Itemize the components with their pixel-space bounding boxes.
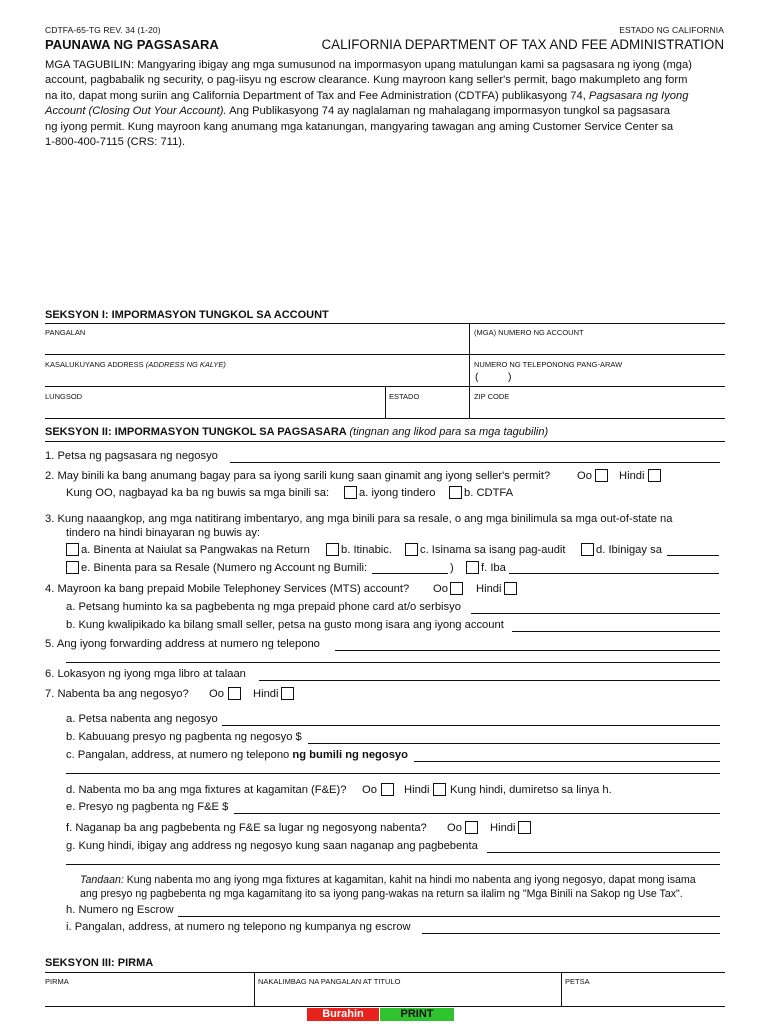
form-title: PAUNAWA NG PAGSASARA [45, 37, 219, 52]
instructions-line: na ito, dapat mong suriin ang California Department of Tax and Fee Administration (CDTFA) publikasyong 74, Pagsasara ng Iyong [45, 89, 689, 102]
q7-label: 7. Nabenta ba ang negosyo? [45, 688, 189, 700]
q6-label: 6. Lokasyon ng iyong mga libro at talaan [45, 668, 246, 680]
instructions [45, 58, 735, 150]
city-input[interactable] [45, 402, 381, 417]
q7d-no-label: Hindi [404, 784, 430, 796]
q2-no-checkbox[interactable] [648, 469, 661, 482]
buyer-info-input-line2[interactable] [66, 773, 720, 774]
q7d-yes-label: Oo [362, 784, 377, 796]
section2-title: SEKSYON II: IMPORMASYON TUNGKOL SA PAGSASARA (tingnan ang likod para sa mga tagubilin) [45, 426, 549, 438]
q3e-buyer-account-input[interactable] [372, 573, 448, 574]
q7d-skip-note: Kung hindi, dumiretso sa linya h. [450, 784, 612, 796]
printed-name-input[interactable] [258, 987, 558, 1005]
instructions-line: MGA TAGUBILIN: Mangyaring ibigay ang mga sumusunod na impormasyon upang matulungan kami sa pagsasara ng iyong (mga) [45, 59, 692, 71]
q7-no-checkbox[interactable] [281, 687, 294, 700]
fe-sale-address-input-line2[interactable] [66, 864, 720, 865]
q3-label-line2: tindero na hindi binayaran ng buwis ay: [66, 527, 261, 539]
q3d-label: d. Ibinigay sa [596, 544, 662, 556]
city-label: LUNGSOD [45, 392, 83, 401]
q3d-input[interactable] [667, 555, 719, 556]
name-input[interactable] [45, 338, 465, 353]
instructions-line: ng iyong permit. Kung mayroon kang anumang mga katanungan, mangyaring tawagan ang aming Customer Service Center sa [45, 120, 674, 133]
q1-label: 1. Petsa ng pagsasara ng negosyo [45, 450, 218, 462]
escrow-number-input[interactable] [178, 916, 720, 917]
phone-paren-open: ( [475, 371, 479, 383]
q4-yes-label: Oo [433, 583, 448, 595]
zip-input[interactable] [474, 402, 724, 417]
print-button[interactable]: PRINT [380, 1008, 454, 1021]
q2-yes-label: Oo [577, 470, 592, 482]
q2-label: 2. May binili ka bang anumang bagay para sa iyong sarili kung saan ginamit ang iyong seller's permit? [45, 470, 551, 482]
q3e-label: e. Binenta para sa Resale (Numero ng Account ng Bumili: [81, 562, 368, 574]
q7-yes-checkbox[interactable] [228, 687, 241, 700]
closing-date-input[interactable] [230, 462, 720, 463]
state-label: ESTADO NG CALIFORNIA [619, 25, 724, 35]
q4b-label: b. Kung kwalipikado ka bilang small seller, petsa na gusto mong isara ang iyong account [66, 619, 504, 631]
q7h-label: h. Numero ng Escrow [66, 904, 174, 916]
q7f-yes-label: Oo [447, 822, 462, 834]
instructions-line: account, pagbabalik ng security, o pag-iisyu ng escrow clearance. Kung mayroon kang seller's permit, bago makumpleto ang form [45, 74, 688, 87]
q4-no-label: Hindi [476, 583, 502, 595]
q3f-checkbox[interactable] [466, 561, 479, 574]
section1-title: SEKSYON I: IMPORMASYON TUNGKOL SA ACCOUNT [45, 309, 329, 321]
q3-label: 3. Kung naaangkop, ang mga natitirang imbentaryo, ang mga binili para sa resale, o ang mga binilimula sa mga out-of-state na [45, 513, 673, 525]
q3d-checkbox[interactable] [581, 543, 594, 556]
signature-label: PIRMA [45, 977, 69, 986]
q7i-label: i. Pangalan, address, at numero ng telepono ng kumpanya ng escrow [66, 921, 411, 933]
q4a-label: a. Petsang huminto ka sa pagbebenta ng mga prepaid phone card at/o serbisyo [66, 601, 461, 613]
clear-button[interactable]: Burahin [307, 1008, 379, 1021]
q7-yes-label: Oo [209, 688, 224, 700]
q3c-checkbox[interactable] [405, 543, 418, 556]
q2-no-label: Hindi [619, 470, 645, 482]
date-label: PETSA [565, 977, 590, 986]
q4-no-checkbox[interactable] [504, 582, 517, 595]
q7f-no-label: Hindi [490, 822, 516, 834]
q3e-checkbox[interactable] [66, 561, 79, 574]
q7f-yes-checkbox[interactable] [465, 821, 478, 834]
q7f-no-checkbox[interactable] [518, 821, 531, 834]
records-location-input[interactable] [259, 680, 720, 681]
phone-label: NUMERO NG TELEPONONG PANG-ARAW [474, 360, 623, 369]
printed-name-label: NAKALIMBAG NA PANGALAN AT TITULO [258, 977, 401, 986]
q2-seller-checkbox[interactable] [344, 486, 357, 499]
date-input[interactable] [565, 987, 723, 1005]
forwarding-address-input-line2[interactable] [66, 662, 720, 663]
zip-label: ZIP CODE [474, 392, 510, 401]
state-input[interactable] [389, 402, 465, 417]
q3f-label: f. Iba [481, 562, 506, 574]
q3e-close-paren: ) [450, 562, 454, 574]
q7f-label: f. Naganap ba ang pagbebenta ng F&E sa lugar ng negosyong nabenta? [66, 822, 427, 834]
q3a-checkbox[interactable] [66, 543, 79, 556]
q7d-yes-checkbox[interactable] [381, 783, 394, 796]
q4a-input[interactable] [471, 613, 720, 614]
q7-no-label: Hindi [253, 688, 279, 700]
sale-price-input[interactable] [308, 743, 720, 744]
q2-cdtfa-label: b. CDTFA [464, 487, 514, 499]
q7e-label: e. Presyo ng pagbenta ng F&E $ [66, 801, 229, 813]
q2-cdtfa-checkbox[interactable] [449, 486, 462, 499]
q7b-label: b. Kabuuang presyo ng pagbenta ng negosyo $ [66, 731, 302, 743]
section3-title: SEKSYON III: PIRMA [45, 957, 154, 969]
department-name: CALIFORNIA DEPARTMENT OF TAX AND FEE ADMINISTRATION [321, 37, 724, 52]
forwarding-address-input[interactable] [335, 650, 720, 651]
name-label: PANGALAN [45, 328, 86, 337]
form-code: CDTFA-65-TG REV. 34 (1-20) [45, 25, 161, 35]
q3b-checkbox[interactable] [326, 543, 339, 556]
account-numbers-input[interactable] [474, 338, 724, 353]
account-numbers-label: (MGA) NUMERO NG ACCOUNT [474, 328, 584, 337]
instructions-line: Account (Closing Out Your Account). Ang Publikasyong 74 ay naglalaman ng mahalagang impormasyon tungkol sa pagsasara [45, 105, 671, 118]
q7d-no-checkbox[interactable] [433, 783, 446, 796]
signature-input[interactable] [45, 987, 250, 1005]
sale-date-input[interactable] [222, 725, 720, 726]
fe-sale-address-input[interactable] [487, 852, 720, 853]
q4-label: 4. Mayroon ka bang prepaid Mobile Telephoney Services (MTS) account? [45, 583, 410, 595]
address-label: KASALUKUYANG ADDRESS (ADDRESS NG KALYE) [45, 360, 226, 369]
state-field-label: ESTADO [389, 392, 420, 401]
fe-price-input[interactable] [234, 813, 720, 814]
q2-seller-label: a. iyong tindero [359, 487, 436, 499]
q7c-label: c. Pangalan, address, at numero ng telepono ng bumili ng negosyo [66, 749, 408, 761]
q2-sub-label: Kung OO, nagbayad ka ba ng buwis sa mga binili sa: [66, 487, 330, 499]
q3f-input[interactable] [509, 573, 719, 574]
q7a-label: a. Petsa nabenta ang negosyo [66, 713, 218, 725]
phone-input[interactable] [482, 370, 722, 385]
buyer-info-input[interactable] [414, 761, 720, 762]
phone-paren-close: ) [508, 371, 512, 383]
q3a-label: a. Binenta at Naiulat sa Pangwakas na Return [81, 544, 310, 556]
q5-label: 5. Ang iyong forwarding address at numero ng telepono [45, 638, 320, 650]
fe-note: Tandaan: Kung nabenta mo ang iyong mga fixtures at kagamitan, kahit na hindi mo nabenta ang iyong negosyo, dapat mong isama ang presyo ng pagbebenta ng mga kagamitang ito sa iyong pang-wakas na return sa ilalim ng "Mga Binili na Sakop ng Use Tax". [80, 874, 696, 900]
q3c-label: c. Isinama sa isang pag-audit [420, 544, 566, 556]
q4b-input[interactable] [512, 631, 720, 632]
escrow-company-input[interactable] [422, 933, 720, 934]
q7d-label: d. Nabenta mo ba ang mga fixtures at kagamitan (F&E)? [66, 784, 347, 796]
q3b-label: b. Itinabic. [341, 544, 392, 556]
q2-yes-checkbox[interactable] [595, 469, 608, 482]
q7g-label: g. Kung hindi, ibigay ang address ng negosyo kung saan naganap ang pagbebenta [66, 840, 478, 852]
instructions-line: 1-800-400-7115 (CRS: 711). [45, 136, 186, 149]
address-input[interactable] [45, 370, 465, 385]
q4-yes-checkbox[interactable] [450, 582, 463, 595]
